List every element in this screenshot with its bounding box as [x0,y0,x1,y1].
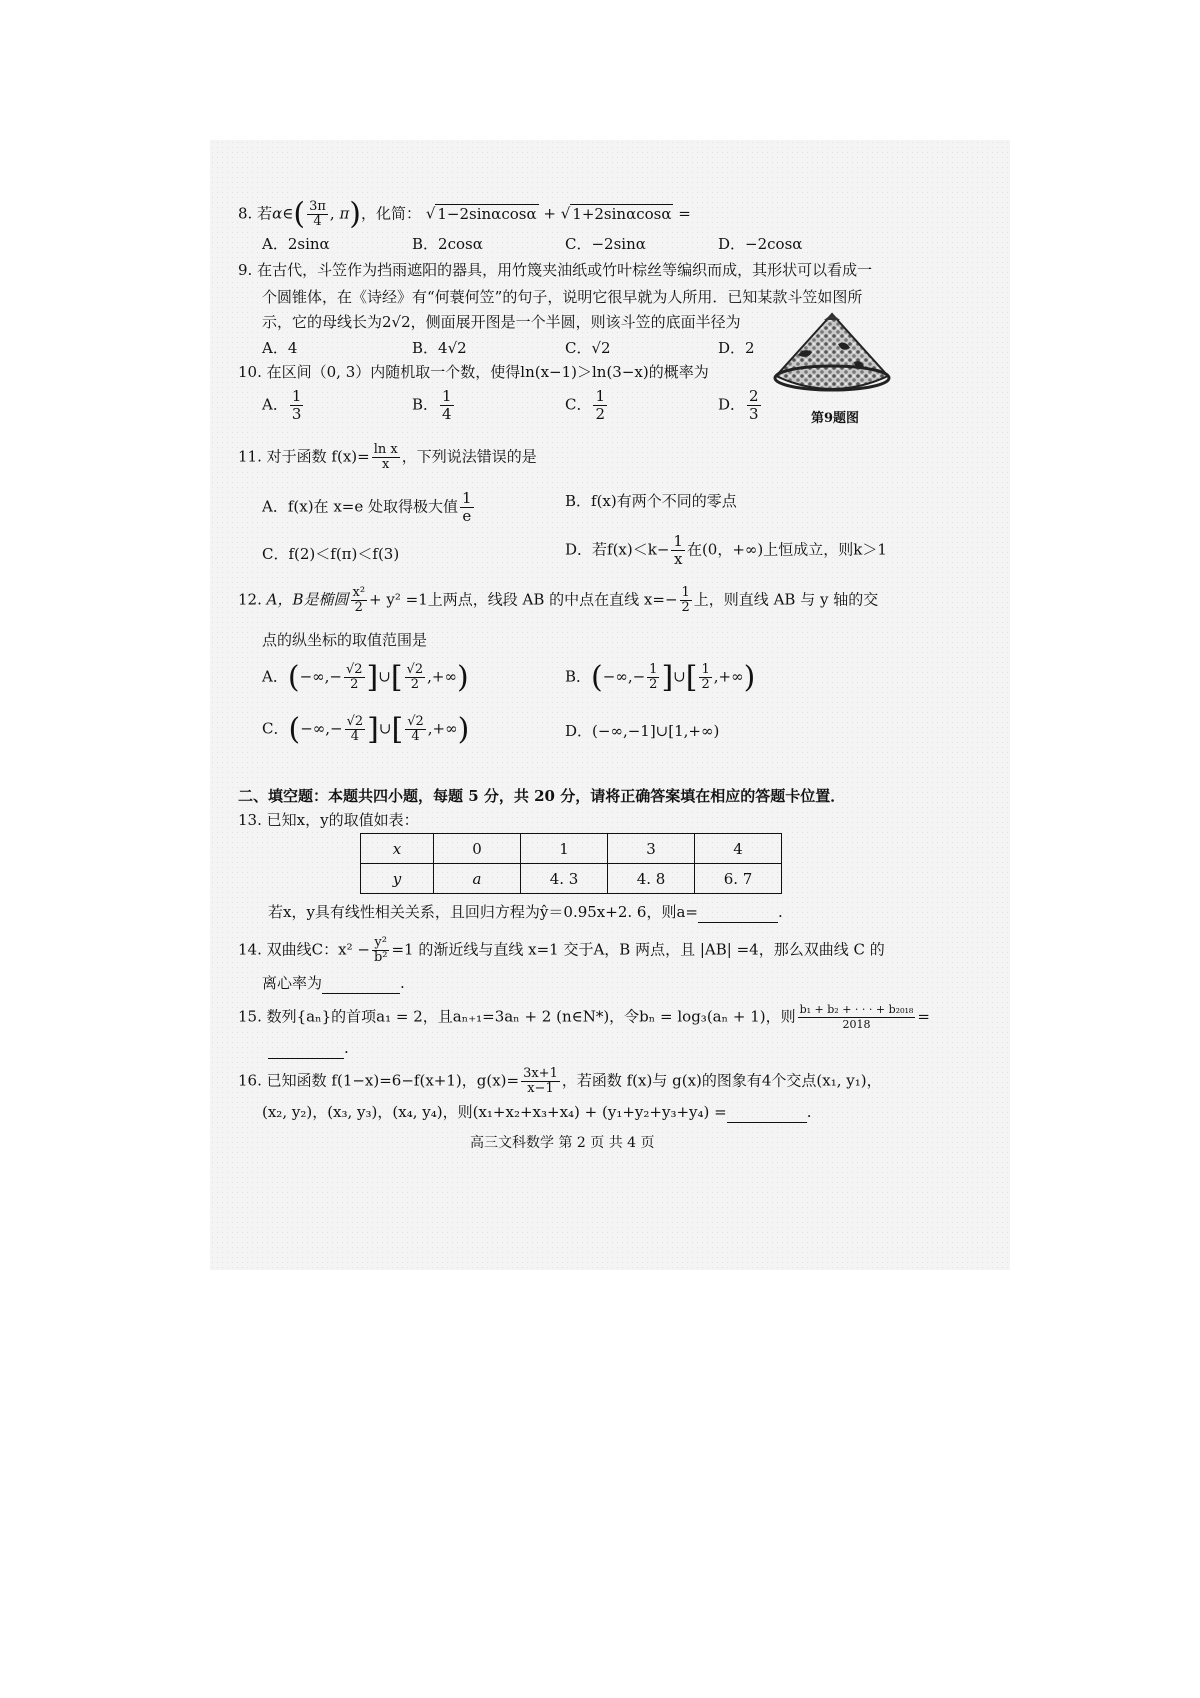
question-13-condition: 若x，y具有线性相关关系，且回归方程为ŷ＝0.95x+2. 6，则a= . [268,903,783,921]
question-11: 11. 对于函数 f(x)= $\frac{\text{ln x}}{x}$ ，下列说法错误的是 [238,442,537,472]
table-cell: 0 [434,834,521,864]
question-14: 14. 双曲线C：x² − $\frac{\text{y²}}{\text{b²}}$ =1 的渐近线与直线 x=1 交于A，B 两点，且 |AB| =4，那么双曲线 C 的 [238,935,885,965]
table-cell: 4 [695,834,782,864]
question-number: 9. [238,261,253,279]
question-12: 12. A，B是椭圆 $\frac{\text{x²}}{2}$ + y² =1上两点，线段 AB 的中点在直线 x=− $\frac{1}{2}$ 上，则直线 AB 与 y 轴的交 [238,585,879,615]
question-12-line-2: 点的纵坐标的取值范围是 [262,631,428,649]
question-number: 15. [238,1007,262,1026]
option-d: D．(−∞,−1]∪[1,+∞) [565,722,720,740]
straw-hat-figure [768,310,896,400]
table-cell: 3 [608,834,695,864]
option-b: B．f(x)有两个不同的零点 [565,492,737,510]
table-row [361,834,782,864]
answer-blank [322,973,400,994]
option-a: A．2sinα [262,235,330,253]
option-d: D． $\frac{2}{3}$ [718,387,759,423]
question-number: 11. [238,447,262,466]
table-cell: 6. 7 [695,864,782,894]
table-cell: 4. 3 [521,864,608,894]
option-a: A． $\frac{1}{3}$ [262,387,302,423]
question-14-line-2: 离心率为 . [262,974,405,992]
option-b: B．4√2 [412,339,467,357]
question-number: 12. [238,590,262,609]
figure-caption: 第9题图 [811,411,860,426]
question-number: 16. [238,1071,262,1090]
table-cell: y [361,864,434,894]
question-number: 10. [238,363,262,381]
question-15-blank-line: . [268,1038,349,1059]
option-a: A．4 [262,339,298,357]
option-d: D．2 [718,339,755,357]
option-c: C．−2sinα [565,235,646,253]
question-number: 8. [238,204,253,223]
option-b: B．(−∞,− $\frac{1}{2}$ ]∪[ $\frac{1}{2}$ ,+∞) [565,660,756,695]
table-row [361,864,782,894]
option-a: A．f(x)在 x=e 处取得极大值 $\frac{1}{e}$ [262,489,472,525]
option-c: C．f(2)＜f(π)＜f(3) [262,545,400,563]
question-8: 8. 若α∈( $\frac{3\pi}{4}$ , π)，化简： √ 1−2sinαcosα + √ 1+2sinαcosα = [238,196,691,232]
option-b: B．2cosα [412,235,483,253]
question-16: 16. 已知函数 f(1−x)=6−f(x+1)，g(x)= $\frac{3x+1}{x-1}$ ，若函数 f(x)与 g(x)的图象有4个交点(x₁, y₁)， [238,1066,882,1096]
answer-blank [268,1038,344,1059]
answer-blank [727,1102,807,1123]
question-16-line-2: (x₂, y₂)，(x₃, y₃)，(x₄, y₄)，则(x₁+x₂+x₃+x₄) + (y₁+y₂+y₃+y₄) = . [262,1103,812,1121]
xy-value-table [360,833,782,894]
section-title: 二、填空题：本题共四小题，每题 5 分，共 20 分，请将正确答案填在相应的答题卡位置． [238,787,846,805]
question-9-line-3: 示，它的母线长为2√2，侧面展开图是一个半圆，则该斗笠的底面半径为 [262,313,741,331]
question-number: 13. [238,811,262,829]
option-c: C． $\frac{1}{2}$ [565,387,606,423]
question-9-line-2: 个圆锥体，在《诗经》有“何蓑何笠”的句子，说明它很早就为人所用．已知某款斗笠如图所 [262,288,863,306]
table-cell: a [434,864,521,894]
option-d: D．−2cosα [718,235,803,253]
table-cell: 1 [521,834,608,864]
option-c: C．(−∞,− $\frac{√2}{4}$ ]∪[ $\frac{√2}{4}$ ,+∞) [262,712,470,747]
question-13: 13. 已知x，y的取值如表： [238,811,419,829]
option-c: C．√2 [565,339,611,357]
table-cell: 4. 8 [608,864,695,894]
question-15: 15. 数列{aₙ}的首项a₁ = 2，且aₙ₊₁=3aₙ + 2 (n∈N*)，令bₙ = log₃(aₙ + 1)，则 $\frac{\text{b₁ + b₂ + · · · + b₂₀₁₈}}{2018}$ = [238,1003,930,1031]
option-b: B． $\frac{1}{4}$ [412,387,452,423]
question-9: 9. 在古代，斗笠作为挡雨遮阳的器具，用竹篾夹油纸或竹叶棕丝等编织而成，其形状可以看成一 [238,261,873,279]
option-a: A．(−∞,− $\frac{√2}{2}$ ]∪[ $\frac{√2}{2}$ ,+∞) [262,660,469,695]
question-number: 14. [238,940,262,959]
answer-blank [698,902,778,923]
question-10: 10. 在区间（0, 3）内随机取一个数，使得ln(x−1)＞ln(3−x)的概率为 [238,363,709,381]
table-cell: x [361,834,434,864]
page-footer: 高三文科数学 第 2 页 共 4 页 [470,1135,655,1151]
option-d: D．若f(x)＜k− $\frac{1}{x}$ 在(0，+∞)上恒成立，则k＞1 [565,532,887,568]
